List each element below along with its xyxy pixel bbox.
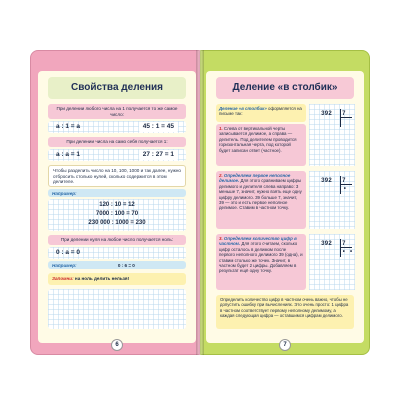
left-page-content: [38, 71, 196, 343]
textbook-spread: [30, 50, 370, 355]
example-label-2: [48, 261, 186, 269]
long-division-grid-2: [309, 171, 355, 229]
step-1: [216, 124, 306, 166]
right-page: [200, 50, 370, 355]
dividend-3: 392: [321, 240, 332, 247]
step-2-highlight: Определяем первое неполное делимое.: [219, 173, 291, 184]
step-2: [216, 171, 306, 229]
book-spine: [196, 50, 204, 355]
formula-zero-divided: 0 : a = 0: [56, 249, 81, 256]
example-divide-by-one: 45 : 1 = 45: [139, 122, 178, 132]
intro-highlight: Деление «в столбик»: [219, 106, 267, 111]
dividend-1: 392: [321, 110, 332, 117]
step-3-highlight: Определяем количество цифр в частном.: [219, 236, 297, 247]
rule-zero-divided: При делении нуля на любое число получается ноль:: [48, 235, 186, 245]
step-1-number: 1.: [219, 126, 223, 131]
rule-divide-by-one: При делении любого числа на 1 получается то же самое число:: [48, 104, 186, 119]
right-page-title: Деление «в столбик»: [216, 77, 354, 99]
step-3: [216, 234, 306, 290]
divisor-1: 7: [342, 110, 346, 117]
example-tens-1: 120 : 10 = 12: [99, 202, 135, 208]
right-page-content: [206, 71, 364, 343]
left-page: [30, 50, 200, 355]
dividend-2: 392: [321, 177, 332, 184]
step-1-text: Слева от вертикальной черты записывается делимое, а справа — делитель. Под делителем проводится горизонтальная черта, под которой будет записан ответ (частное).: [219, 126, 297, 153]
left-page-title: Свойства деления: [48, 77, 186, 99]
step-2-number: 2.: [219, 173, 223, 178]
formula-divide-by-one: a : 1 = a: [56, 123, 81, 130]
example-label-text: Например:: [52, 191, 77, 196]
remember-label: Запомни:: [52, 276, 74, 281]
formula-divide-by-self: a : a = 1: [56, 151, 81, 158]
division-vertical-line-1: [340, 109, 341, 127]
step-2-text: Для этого сравниваем цифры делимого и делителя слева направо: 3 меньше 7, значит, нужно взять еще одну цифру делимого. 39 больше 7, значит, 39 — это и есть первое неполное делимое. Ставим в частном точку.: [219, 178, 302, 211]
example-tens-2: 7000 : 100 = 70: [95, 211, 139, 217]
formula-row-2: [48, 149, 186, 161]
example-label: [48, 189, 186, 197]
division-horizontal-line-1: [340, 117, 352, 118]
empty-grid-area: [48, 289, 186, 329]
quotient-dots-3: • •: [342, 248, 353, 255]
example-tens-3: 230 000 : 1000 = 230: [88, 220, 146, 226]
long-division-grid-3: [309, 234, 355, 290]
examples-divide-by-tens: [48, 199, 186, 231]
example-label-2-text: Например:: [52, 263, 77, 268]
example-zero-divided: 0 : 6 = 0: [117, 263, 135, 268]
rule-divide-by-self: При делении числа на само себя получается 1:: [48, 137, 186, 147]
page-number-left: 6: [111, 339, 123, 351]
remember-note: [48, 273, 186, 285]
quotient-dot-2: •: [343, 185, 347, 192]
step-3-text: Для этого считаем, сколько цифр осталось в делимом после первого неполного делимого 39 (одна), и ставим столько же точек. Значит, в частном будет 2 цифры. Добавляем в результат ещё одну точку.: [219, 241, 303, 274]
rule-divide-by-tens: Чтобы разделить число на 10, 100, 1000 и так далее, нужно отбросить столько нулей, сколько содержится в этом делителе.: [48, 165, 186, 187]
formula-row-1: [48, 121, 186, 133]
long-division-grid-1: [309, 104, 355, 166]
quotient-digits-note: Определить количество цифр в частном очень важно, чтобы не допустить ошибку при вычислениях. Это очень просто: 1 цифра в частном соответствует первому неполному делимому, а каждая следующая цифра — оставшимся цифрам делимого.: [216, 295, 354, 329]
divisor-3: 7: [342, 240, 346, 247]
intro-text: [216, 104, 306, 122]
division-vertical-line-3: [340, 239, 341, 257]
formula-row-4: [48, 247, 186, 259]
example-divide-by-self: 27 : 27 = 1: [139, 150, 178, 160]
intro-body: оформляется на письме так:: [219, 106, 302, 117]
remember-text: на ноль делить нельзя!: [74, 276, 130, 281]
divisor-2: 7: [342, 177, 346, 184]
page-number-right: 7: [279, 339, 291, 351]
division-vertical-line-2: [340, 176, 341, 194]
step-3-number: 3.: [219, 236, 223, 241]
